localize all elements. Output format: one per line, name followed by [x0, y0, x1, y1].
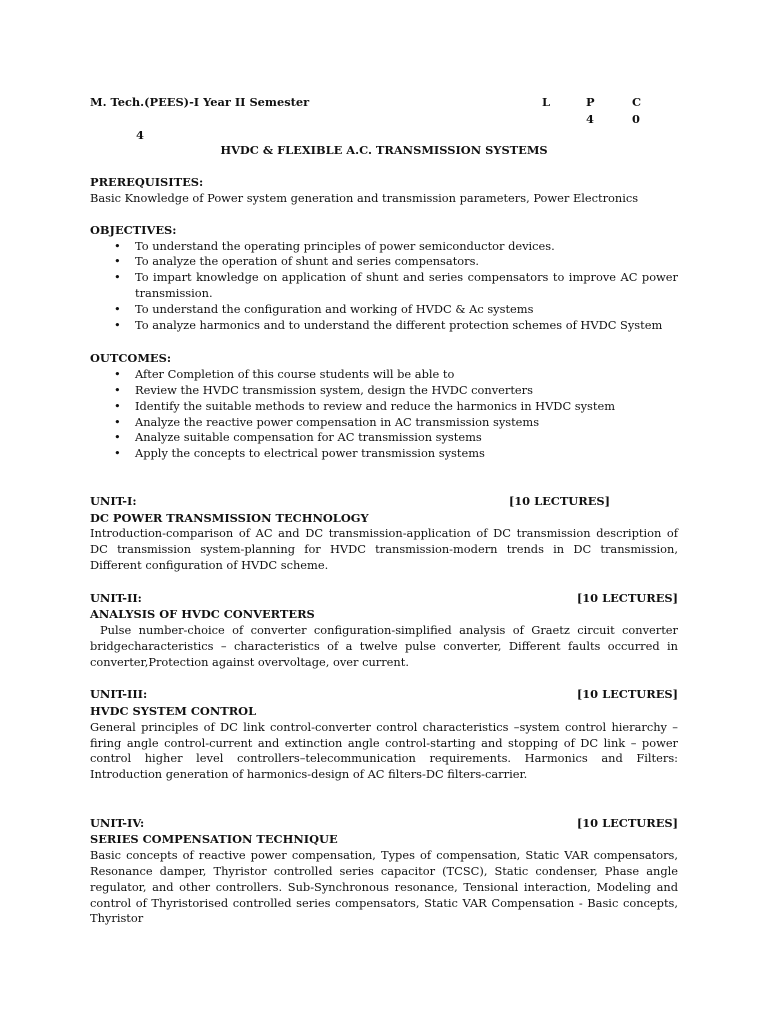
objectives-title: OBJECTIVES: — [90, 222, 177, 237]
unit-2-lectures: [10 LECTURES] — [576, 590, 678, 605]
outcomes-title: OUTCOMES: — [90, 351, 172, 366]
outcomes-section — [90, 351, 678, 462]
unit-2-header — [90, 591, 678, 608]
objective-item: • To analyze the operation of shunt and series compensators. — [90, 254, 678, 270]
outcome-item: • Identify the suitable methods to review and reduce the harmonics in HVDC system — [90, 399, 678, 415]
unit-2-title: ANALYSIS OF HVDC CONVERTERS — [90, 607, 315, 622]
unit-1-label: UNIT-I: — [90, 494, 137, 509]
prerequisites-text: Basic Knowledge of Power system generation and transmission parameters, Power Electronics — [90, 191, 639, 206]
l-value: 4 — [136, 128, 144, 142]
outcome-item: • Analyze suitable compensation for AC transmission systems — [90, 430, 678, 446]
credit-values-row — [90, 112, 678, 129]
unit-4-lectures: [10 LECTURES] — [576, 815, 678, 830]
unit-3-lectures: [10 LECTURES] — [576, 687, 678, 702]
header-row — [90, 95, 678, 112]
unit-4-section — [90, 816, 678, 927]
unit-1-title: DC POWER TRANSMISSION TECHNOLOGY — [90, 510, 369, 525]
outcome-item: • After Completion of this course students will be able to — [90, 367, 678, 383]
unit-3-label: UNIT-III: — [90, 687, 148, 702]
unit-3-header — [90, 687, 678, 704]
unit-4-text: Basic concepts of reactive power compensation, Types of compensation, Static VAR compensators, Resonance damper, Thyristor controlled series capacitor (TCSC), Static condenser, Phase angle regulator, and other controllers. Sub-Synchronous resonance, Tensional interaction, Modeling and control of Thyristorised controlled series compensators, Static VAR Compensation - Basic concepts, Thyristor — [90, 848, 678, 926]
p-value: 4 — [586, 111, 594, 126]
outcome-item: • Review the HVDC transmission system, design the HVDC converters — [90, 383, 678, 399]
objectives-section — [90, 223, 678, 334]
outcome-item: • Analyze the reactive power compensation in AC transmission systems — [90, 415, 678, 431]
unit-2-text: Pulse number-choice of converter configuration-simplified analysis of Graetz circuit converter bridgecharacteristics – characteristics of a twelve pulse converter, Different faults occurred in converter,Protection against overvoltage, over current. — [90, 623, 678, 669]
unit-4-label: UNIT-IV: — [90, 815, 145, 830]
l-label: L — [542, 95, 551, 109]
unit-1-section — [90, 494, 678, 574]
syllabus-page — [90, 95, 678, 927]
prerequisites-section — [90, 175, 678, 207]
c-value: 0 — [632, 111, 640, 126]
objective-item: • To understand the operating principles of power semiconductor devices. — [90, 239, 678, 255]
unit-3-section — [90, 687, 678, 782]
course-title: HVDC & FLEXIBLE A.C. TRANSMISSION SYSTEMS — [220, 142, 548, 157]
l-value-row — [90, 128, 678, 145]
objectives-list — [90, 239, 678, 334]
unit-2-label: UNIT-II: — [90, 590, 142, 605]
unit-2-section — [90, 591, 678, 671]
unit-1-header — [90, 494, 678, 511]
unit-3-title: HVDC SYSTEM CONTROL — [90, 703, 257, 718]
c-label: C — [632, 95, 642, 109]
objective-item: • To analyze harmonics and to understand the different protection schemes of HVDC System — [90, 318, 678, 334]
outcome-item: • Apply the concepts to electrical power transmission systems — [90, 446, 678, 462]
p-label: P — [586, 95, 595, 109]
outcomes-list — [90, 367, 678, 462]
unit-4-header — [90, 816, 678, 833]
objective-item: • To impart knowledge on application of shunt and series compensators to improve AC power transmission. — [90, 270, 678, 302]
unit-1-text: Introduction-comparison of AC and DC transmission-application of DC transmission description of DC transmission system-planning for HVDC transmission-modern trends in DC transmission, Different configuration of HVDC scheme. — [90, 526, 678, 572]
unit-3-text: General principles of DC link control-converter control characteristics –system control hierarchy – firing angle control-current and extinction angle control-starting and stopping of DC link – power control higher level controllers–telecommunication requirements. Harmonics and Filters: Introduction generation of harmonics-design of AC filters-DC filters-carrier. — [90, 719, 678, 782]
prerequisites-title: PREREQUISITES: — [90, 175, 204, 190]
program-title: M. Tech.(PEES)-I Year II Semester — [90, 95, 310, 109]
objective-item: • To understand the configuration and working of HVDC & Ac systems — [90, 302, 678, 318]
unit-4-title: SERIES COMPENSATION TECHNIQUE — [90, 832, 338, 847]
unit-1-lectures: [10 LECTURES] — [508, 494, 610, 509]
